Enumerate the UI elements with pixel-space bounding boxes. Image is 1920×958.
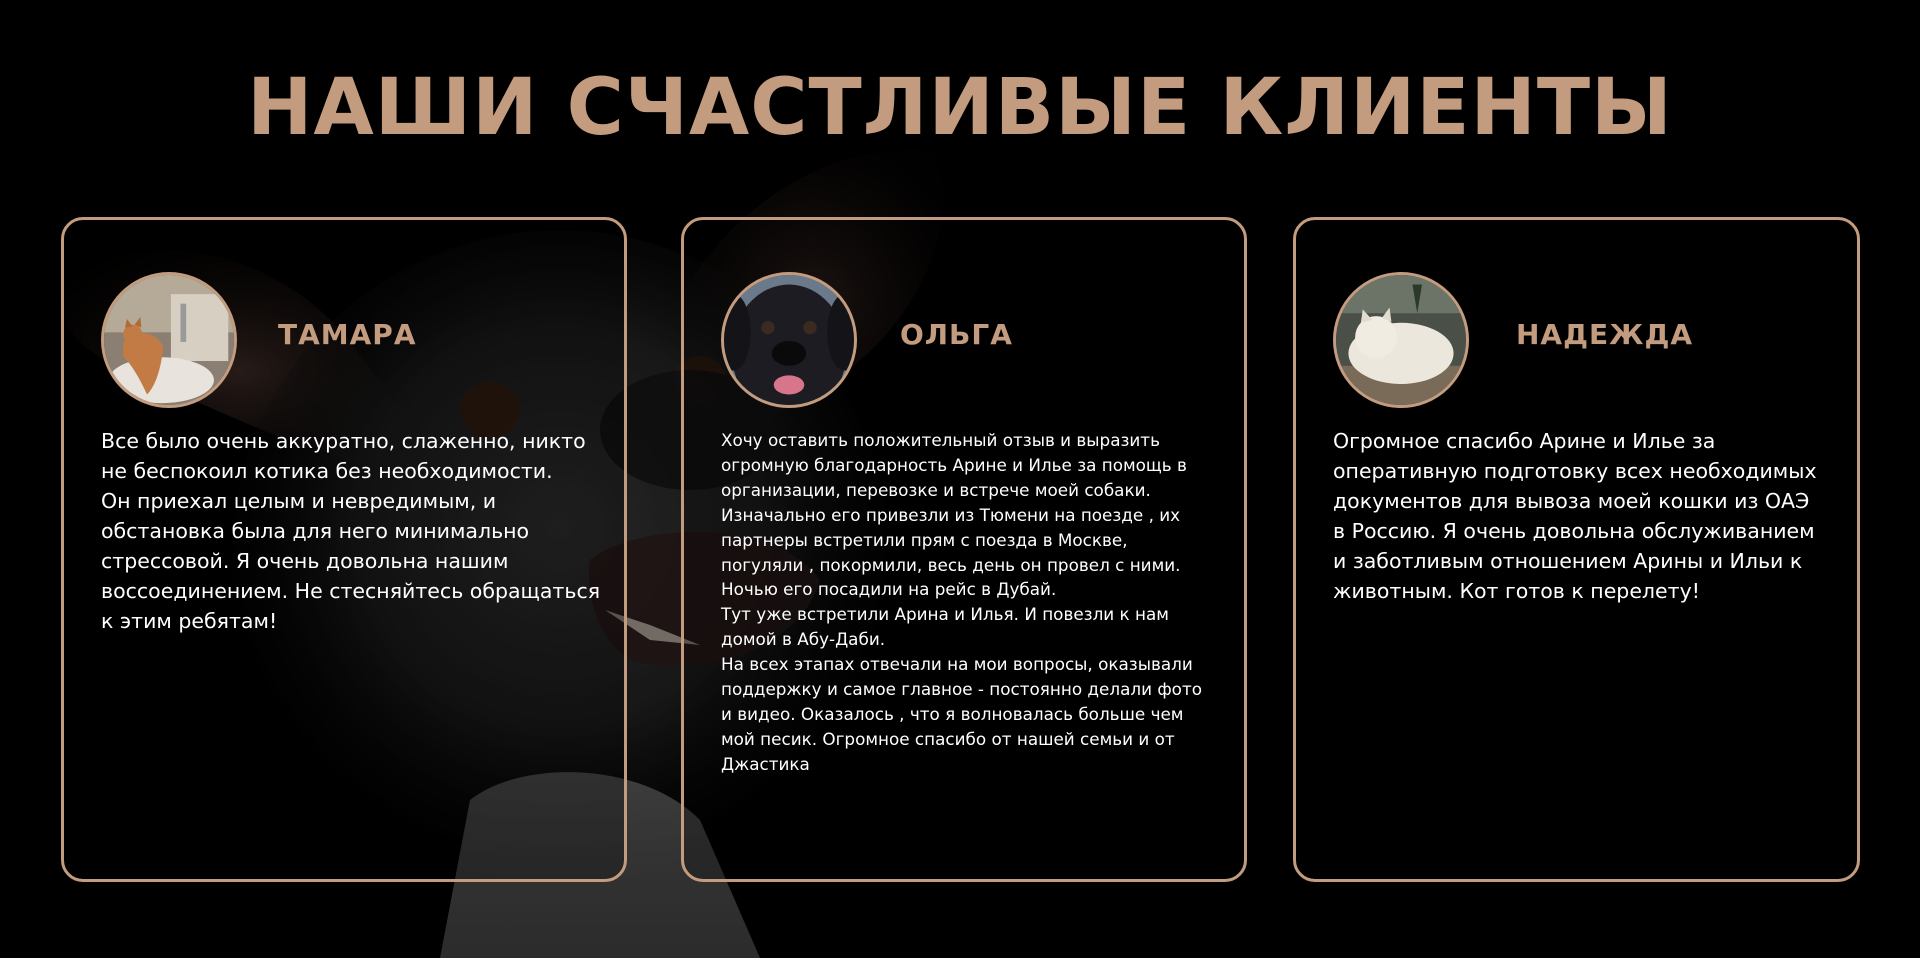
- page-title: НАШИ СЧАСТЛИВЫЕ КЛИЕНТЫ: [247, 63, 1673, 153]
- avatar: [101, 272, 237, 408]
- white-cat-photo-icon: [1336, 275, 1466, 405]
- avatar: [1333, 272, 1469, 408]
- client-name: ОЛЬГА: [900, 318, 1013, 351]
- black-dog-photo-icon: [724, 275, 854, 405]
- review-text: Огромное спасибо Арине и Илье за оперативную подготовку всех необходимых документов для вывоза моей кошки из ОАЭ в Россию. Я очень довольна обслуживанием и заботливым отношением Арины и Ильи к животным. Кот готов к перелету!: [1333, 429, 1817, 603]
- review-card: [681, 217, 1247, 882]
- review-text: Хочу оставить положительный отзыв и выразить огромную благодарность Арине и Илье за помощь в организации, перевозке и встрече моей собаки. Изначально его привезли из Тюмени на поезде , их партнеры встретили прям с поезда в Москве, погуляли , покормили, весь день он провел с ними. Ночью его посадили на рейс в Дубай. Тут уже встретили Арина и Илья. И повезли к нам домой в Абу-Даби. На всех этапах отвечали на мои вопросы, оказывали поддержку и самое главное - постоянно делали фото и видео. Оказалось , что я волновалась больше чем мой песик. Огромное спасибо от нашей семьи и от Джастика: [721, 430, 1202, 774]
- ginger-cat-photo-icon: [104, 275, 234, 405]
- review-text: Все было очень аккуратно, слаженно, никто не беспокоил котика без необходимости. Он приехал целым и невредимым, и обстановка была для него минимально стрессовой. Я очень довольна нашим воссоединением. Не стесняйтесь обращаться к этим ребятам!: [101, 429, 601, 633]
- review-card: [1293, 217, 1860, 882]
- avatar: [721, 272, 857, 408]
- client-name: ТАМАРА: [278, 318, 417, 351]
- review-card: [61, 217, 627, 882]
- client-name: НАДЕЖДА: [1516, 318, 1694, 351]
